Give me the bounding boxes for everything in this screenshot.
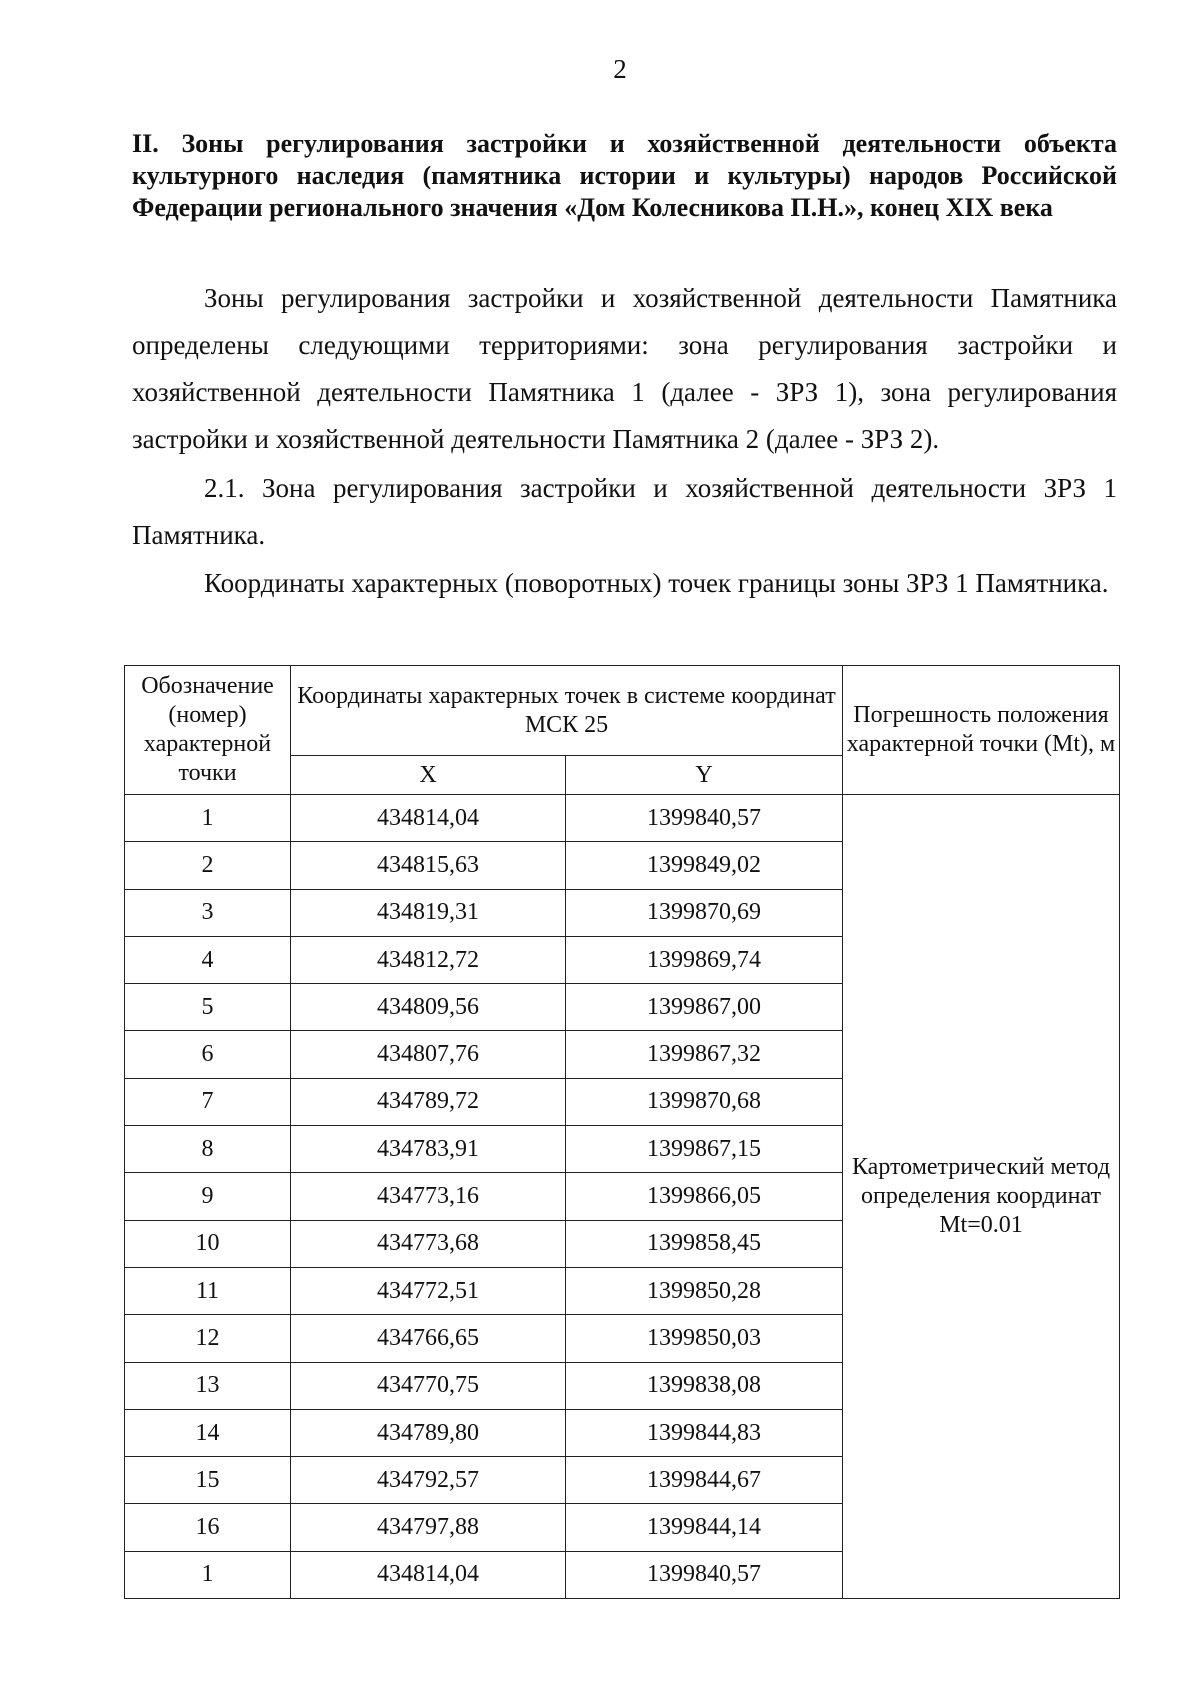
y-coordinate-cell: 1399850,28	[566, 1267, 843, 1314]
y-coordinate-cell: 1399869,74	[566, 936, 843, 983]
x-coordinate-cell: 434770,75	[291, 1362, 566, 1409]
point-number-cell: 13	[125, 1362, 291, 1409]
point-number-cell: 11	[125, 1267, 291, 1314]
section-heading: II. Зоны регулирования застройки и хозяйственной деятельности объекта культурного наследия (памятника истории и культуры) народов Российской Федерации регионального значения «Дом Колесникова П.Н.», конец XIX века	[132, 129, 1117, 222]
y-coordinate-cell: 1399867,15	[566, 1126, 843, 1173]
x-coordinate-cell: 434819,31	[291, 889, 566, 936]
header-point: Обозначение (номер) характерной точки	[125, 666, 291, 795]
x-coordinate-cell: 434773,68	[291, 1220, 566, 1267]
header-coords: Координаты характерных точек в системе координат МСК 25	[291, 666, 843, 756]
point-number-cell: 10	[125, 1220, 291, 1267]
x-coordinate-cell: 434789,80	[291, 1409, 566, 1456]
point-number-cell: 14	[125, 1409, 291, 1456]
table-body	[125, 795, 1120, 1599]
point-number-cell: 15	[125, 1457, 291, 1504]
table-row	[125, 795, 1120, 842]
x-coordinate-cell: 434812,72	[291, 936, 566, 983]
point-number-cell: 1	[125, 795, 291, 842]
y-coordinate-cell: 1399840,57	[566, 1551, 843, 1598]
point-number-cell: 9	[125, 1173, 291, 1220]
x-coordinate-cell: 434783,91	[291, 1126, 566, 1173]
y-coordinate-cell: 1399844,67	[566, 1457, 843, 1504]
point-number-cell: 2	[125, 842, 291, 889]
y-coordinate-cell: 1399867,00	[566, 984, 843, 1031]
header-y: Y	[566, 756, 843, 795]
point-number-cell: 12	[125, 1315, 291, 1362]
x-coordinate-cell: 434807,76	[291, 1031, 566, 1078]
y-coordinate-cell: 1399844,83	[566, 1409, 843, 1456]
x-coordinate-cell: 434772,51	[291, 1267, 566, 1314]
y-coordinate-cell: 1399849,02	[566, 842, 843, 889]
x-coordinate-cell: 434797,88	[291, 1504, 566, 1551]
error-method-cell: Картометрический метод определения координат Mt=0.01	[843, 795, 1120, 1599]
x-coordinate-cell: 434814,04	[291, 795, 566, 842]
x-coordinate-cell: 434815,63	[291, 842, 566, 889]
x-coordinate-cell: 434766,65	[291, 1315, 566, 1362]
x-coordinate-cell: 434792,57	[291, 1457, 566, 1504]
x-coordinate-cell: 434809,56	[291, 984, 566, 1031]
y-coordinate-cell: 1399840,57	[566, 795, 843, 842]
header-x: X	[291, 756, 566, 795]
subsection-paragraph: 2.1. Зона регулирования застройки и хозяйственной деятельности ЗРЗ 1 Памятника.	[132, 473, 1117, 550]
point-number-cell: 3	[125, 889, 291, 936]
x-coordinate-cell: 434773,16	[291, 1173, 566, 1220]
y-coordinate-cell: 1399866,05	[566, 1173, 843, 1220]
y-coordinate-cell: 1399867,32	[566, 1031, 843, 1078]
x-coordinate-cell: 434789,72	[291, 1078, 566, 1125]
y-coordinate-cell: 1399870,68	[566, 1078, 843, 1125]
point-number-cell: 8	[125, 1126, 291, 1173]
point-number-cell: 1	[125, 1551, 291, 1598]
intro-paragraph: Зоны регулирования застройки и хозяйственной деятельности Памятника определены следующими территориями: зона регулирования застройки и хозяйственной деятельности Памятника 1 (далее - ЗРЗ 1), зона регулирования застройки и хозяйственной деятельности Памятника 2 (далее - ЗРЗ 2).	[132, 283, 1117, 454]
page-number: 2	[613, 54, 627, 84]
point-number-cell: 5	[125, 984, 291, 1031]
coordinates-table	[124, 665, 1120, 1599]
y-coordinate-cell: 1399850,03	[566, 1315, 843, 1362]
x-coordinate-cell: 434814,04	[291, 1551, 566, 1598]
y-coordinate-cell: 1399838,08	[566, 1362, 843, 1409]
point-number-cell: 7	[125, 1078, 291, 1125]
coords-title-paragraph: Координаты характерных (поворотных) точек границы зоны ЗРЗ 1 Памятника.	[204, 568, 1109, 598]
point-number-cell: 6	[125, 1031, 291, 1078]
point-number-cell: 16	[125, 1504, 291, 1551]
y-coordinate-cell: 1399870,69	[566, 889, 843, 936]
header-error: Погрешность положения характерной точки (Mt), м	[843, 666, 1120, 795]
y-coordinate-cell: 1399858,45	[566, 1220, 843, 1267]
y-coordinate-cell: 1399844,14	[566, 1504, 843, 1551]
point-number-cell: 4	[125, 936, 291, 983]
